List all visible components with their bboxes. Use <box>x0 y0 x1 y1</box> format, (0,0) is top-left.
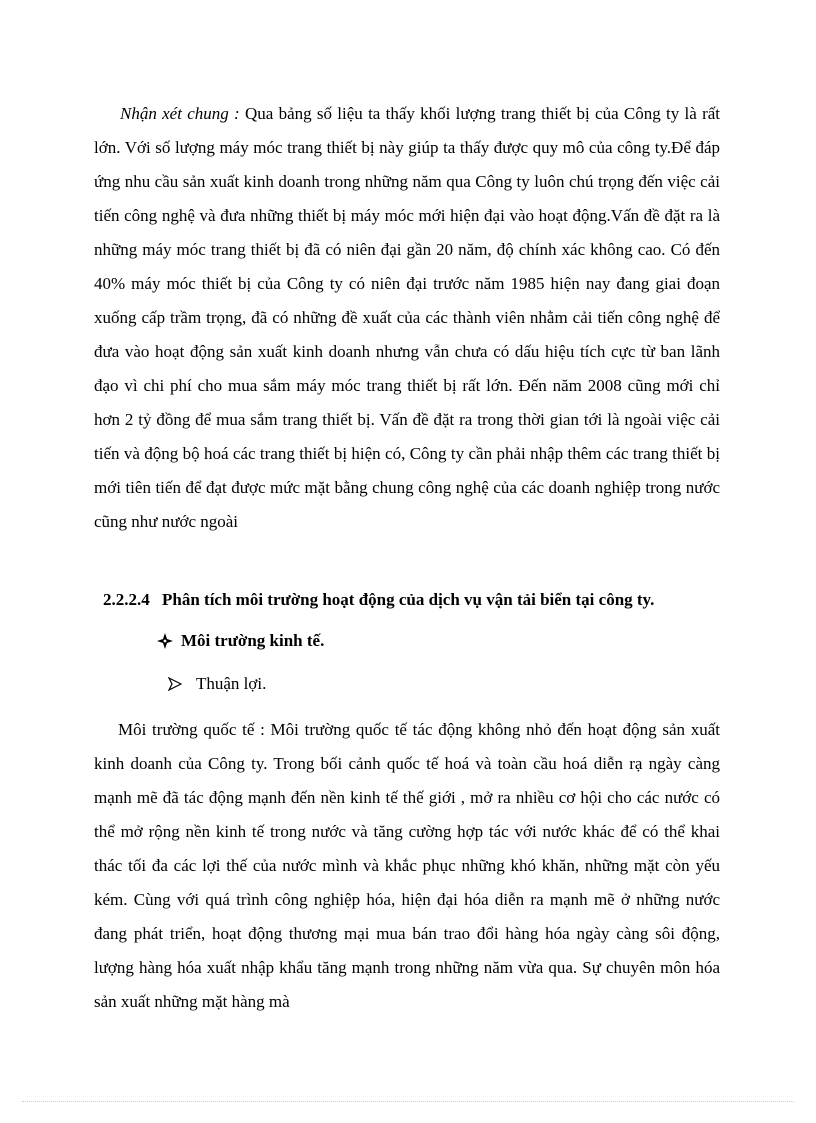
subsubheading-text: Thuận lợi. <box>196 674 267 693</box>
section-title: Phân tích môi trường hoạt động của dịch vụ vận tải biển tại công ty. <box>162 590 655 609</box>
subsubheading-advantages <box>168 674 266 694</box>
arrow-bullet-icon <box>168 677 182 691</box>
subheading-text: Môi trường kinh tế. <box>181 631 325 650</box>
paragraph-summary <box>94 97 720 539</box>
summary-text: Qua bảng số liệu ta thấy khối lượng trang thiết bị của Công ty là rất lớn. Với số lượng máy móc trang thiết bị này giúp ta thấy được quy mô của công ty.Để đáp ứng nhu cầu sản xuất kinh doanh trong những năm qua Công ty luôn chú trọng đến việc cải tiến công nghệ và đưa những thiết bị máy móc mới hiện đại vào hoạt động.Vấn đề đặt ra là những máy móc trang thiết bị đã có niên đại gần 20 năm, độ chính xác không cao. Có đến 40% máy móc thiết bị của Công ty có niên đại trước năm 1985 hiện nay đang giai đoạn xuống cấp trầm trọng, đã có những đề xuất của các thành viên nhằm cải tiến công nghệ để đưa vào hoạt động sản xuất kinh doanh nhưng vẫn chưa có dấu hiệu tích cực từ ban lãnh đạo vì chi phí cho mua sắm máy móc trang thiết bị rất lớn. Đến năm 2008 cũng mới chỉ hơn 2 tỷ đồng để mua sắm trang thiết bị. Vấn đề đặt ra trong thời gian tới là ngoài việc cải tiến và động bộ hoá các trang thiết bị hiện có, Công ty cần phải nhập thêm các trang thiết bị mới tiên tiến để đạt được mức mặt bằng chung công nghệ của các doanh nghiệp trong nước cũng như nước ngoài <box>94 104 721 531</box>
page-bottom-divider <box>22 1101 794 1102</box>
subheading-economic-environment <box>157 631 324 651</box>
section-heading <box>103 590 654 610</box>
paragraph-international-environment: Môi trường quốc tế : Môi trường quốc tế tác động không nhỏ đến hoạt động sản xuất kinh doanh của Công ty. Trong bối cảnh quốc tế hoá và toàn cầu hoá diễn rạ ngày càng mạnh mẽ đã tác động mạnh đến nền kinh tế thế giới , mở ra nhiều cơ hội cho các nước có thể mở rộng nền kinh tế trong nước và tăng cường hợp tác với nước khác để có thể khai thác tối đa các lợi thế của nước mình và khắc phục những khó khăn, những mặt còn yếu kém. Cùng với quá trình công nghiệp hóa, hiện đại hóa diễn ra mạnh mẽ ở những nước đang phát triển, hoạt động thương mại mua bán trao đổi hàng hóa ngày càng sôi động, lượng hàng hóa xuất nhập khẩu tăng mạnh trong những năm vừa qua. Sự chuyên môn hóa sản xuất những mặt hàng mà <box>94 720 720 1011</box>
diamond-bullet-icon <box>157 633 173 649</box>
section-number: 2.2.2.4 <box>103 590 150 609</box>
summary-label: Nhận xét chung : <box>120 104 240 123</box>
